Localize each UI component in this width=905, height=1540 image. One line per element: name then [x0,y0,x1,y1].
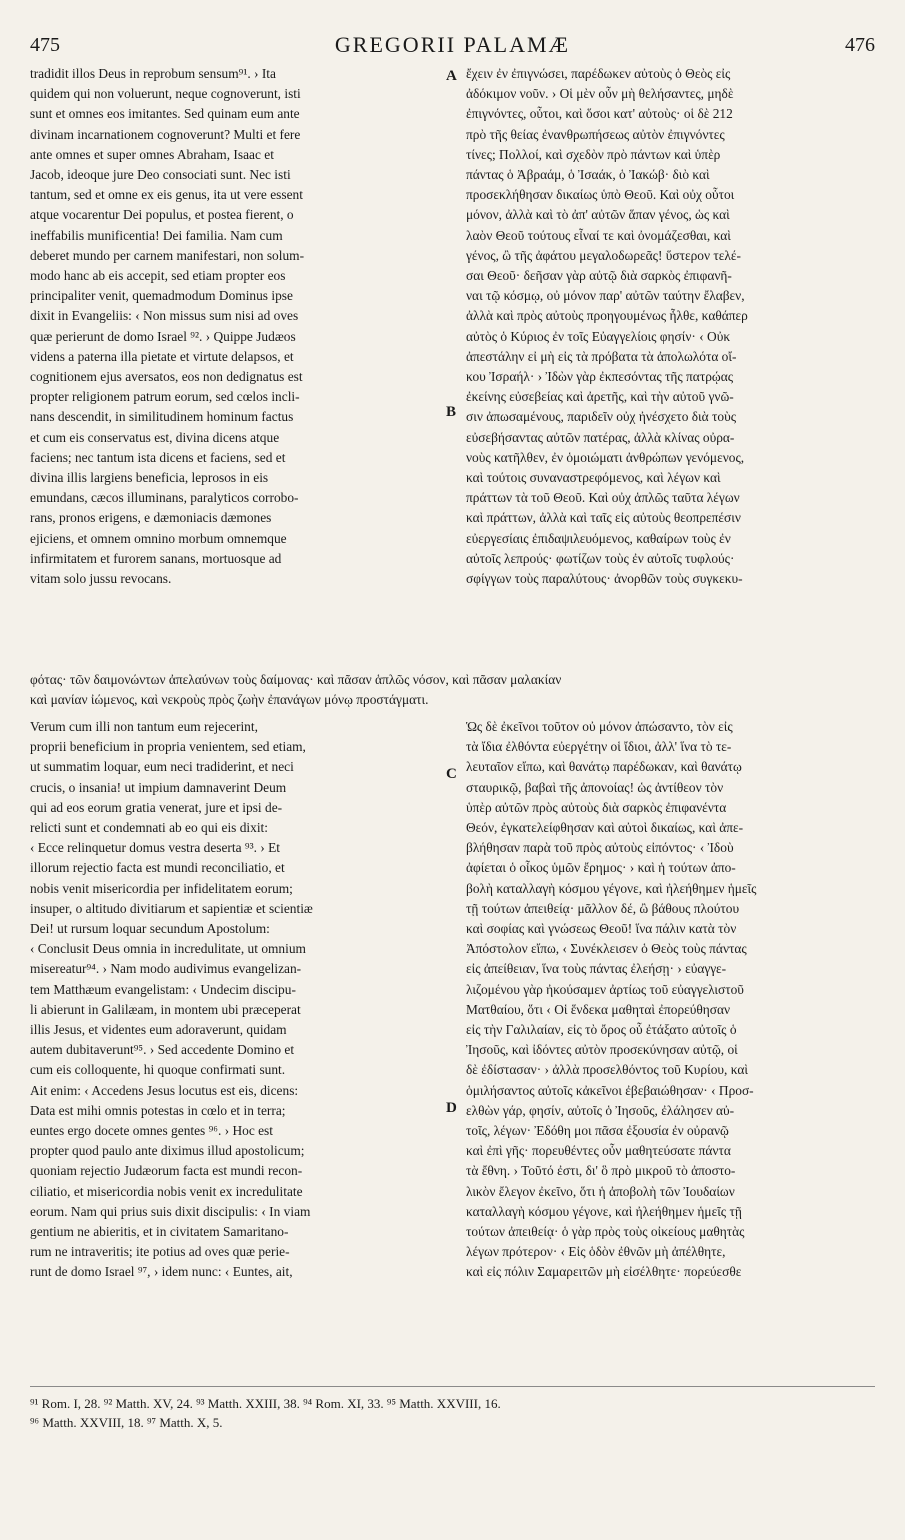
greek-text-line: τὰ ἔθνη. › Τοῦτό ἐστι, δι' ὃ πρὸ μικροῦ τὸ ἀποστο- [466,1163,736,1179]
greek-text-line: εὐεργεσίαις ἐπιδαψιλευόμενος, καθαίρων τοὺς ἐν [466,530,731,546]
latin-text-line: divinam incarnationem cognoverunt? Multi et fere [30,126,301,142]
greek-text-line: σταυρικῷ, βαβαὶ τῆς ἀπονοίας! ὡς ἀντίθεον τὸν [466,779,724,795]
latin-text-line: rans, pronos erigens, e dæmoniacis dæmones [30,510,272,526]
greek-text-line: βολὴ καταλλαγὴ κόσμου γέγονε, καὶ ἠλεήθημεν ἡμεῖς [466,880,757,896]
latin-text-line: Jacob, ideoque jure Deo consociati sunt. Nec isti [30,167,291,183]
greek-text-line: νοὺς κατῆλθεν, ἐν ὁμοιώματι ἀνθρώπων γενόμενος, [466,449,745,465]
greek-text-line: πάντας ὁ Ἀβραάμ, ὁ Ἰσαάκ, ὁ Ἰακώβ· διὸ καὶ [466,167,710,183]
greek-column-bottom [466,717,874,1369]
latin-text-line: propter religionem patrum eorum, sed cœlos incli- [30,389,300,405]
greek-text-line: καὶ σοφίας καὶ γνώσεως Θεοῦ! ἵνα πάλιν κατὰ τὸν [466,921,737,937]
greek-text-line: τίνες; Πολλοί, καὶ σχεδὸν πρὸ πάντων καὶ ὑπὲρ [466,146,721,162]
latin-text-line: cognitionem ejus aversatos, eos non dedignatus est [30,369,303,385]
footnotes [30,1394,875,1434]
greek-text-line: ἐπιγνόντες, οὗτοι, καὶ ὅσοι κατ' αὐτοὺς· οἱ δὲ 212 [466,106,733,122]
greek-text-line: βλήθησαν παρὰ τοῦ πρὸς αὐτοὺς εἰπόντος· ‹ Ἰδοὺ [466,840,734,856]
greek-text-line: αὐτοῖς λεπρούς· φωτίζων τοὺς ἐν αὐτοῖς τυφλούς· [466,550,735,566]
greek-text-line: τὰ ἴδια ἐλθόντα εὐεργέτην οἱ ἴδιοι, ἀλλ' ἵνα τὸ τε- [466,739,732,755]
greek-text-line: αὐτὸς ὁ Κύριος ἐν τοῖς Εὐαγγελίοις φησίν· ‹ Οὐκ [466,328,731,344]
greek-text-line: Θεόν, ἐγκατελείφθησαν καὶ αὐτοὶ δικαίως, καὶ ἀπε- [466,820,744,836]
latin-text-line: faciens; nec tantum ista dicens et faciens, sed et [30,449,286,465]
latin-text-line: divina illis largiens beneficia, leprosos in eis [30,470,269,486]
latin-text-line: illorum rejectio facta est mundi reconciliatio, et [30,860,285,876]
latin-text-line: ejiciens, et omnem omnino morbum omnemque [30,530,287,546]
latin-text-line: tantum, sed et omne ex eis genus, ita ut vere essent [30,187,303,203]
greek-text-line: προσεκλήθησαν δικαίως ὑπὸ Θεοῦ. Καὶ οὐχ οὗτοι [466,187,735,203]
latin-text-line: propter quod paulo ante diximus illud apostolicum; [30,1143,305,1159]
latin-text-line: Dei! ut rursum loquar secundum Apostolum: [30,921,270,937]
greek-text-line: ἀφίεται ὁ οἶκος ὑμῶν ἔρημος· › καὶ ἡ τούτων ἀπο- [466,860,736,876]
footnote-line: ⁹¹ Rom. I, 28. ⁹² Matth. XV, 24. ⁹³ Matth. XXIII, 38. ⁹⁴ Rom. XI, 33. ⁹⁵ Matth. XXVIII, 16. [30,1396,501,1411]
latin-text-line: misereatur⁹⁴. › Nam modo audivimus evangelizan- [30,961,302,977]
greek-text-line: κου Ἰσραήλ· › Ἰδὼν γὰρ ἐκπεσόντας τῆς πατρῴας [466,369,734,385]
latin-text-line: Ait enim: ‹ Accedens Jesus locutus est eis, dicens: [30,1082,299,1098]
greek-text-line: Ἀπόστολον εἴπω, ‹ Συνέκλεισεν ὁ Θεὸς τοὺς πάντας [466,941,747,957]
latin-text-line: quidem qui non voluerunt, neque cognoverunt, isti [30,86,301,102]
greek-text-line: εἰς τὴν Γαλιλαίαν, εἰς τὸ ὄρος οὗ ἐτάξατο αὐτοῖς ὁ [466,1022,737,1038]
latin-text-line: ciliatio, et misericordia nobis venit ex incredulitate [30,1183,303,1199]
latin-text-line: dixit in Evangeliis: ‹ Non missus sum nisi ad oves [30,308,299,324]
greek-text-line: καὶ εἰς πόλιν Σαμαρειτῶν μὴ εἰσέλθητε· πορεύεσθε [466,1264,742,1280]
latin-text-line: Verum cum illi non tantum eum rejecerint, [30,719,258,734]
greek-text-line: καὶ τούτοις συναναστρεφόμενος, καὶ λέγων καὶ [466,470,721,486]
footnote-rule [30,1386,875,1387]
latin-text-line: illis Jesus, et videntes eum adoraverunt, quidam [30,1022,287,1038]
greek-text-line: λευταῖον εἴπω, καὶ θανάτῳ παρέδωκαν, καὶ θανάτῳ [466,759,742,775]
greek-text-line: λαὸν Θεοῦ τούτους εἶναί τε καὶ ὀνομάζεσθαι, καὶ [466,227,731,243]
margin-letter-c: C [446,766,457,782]
greek-text-line: ὁμιλήσαντος αὐτοῖς κἀκεῖνοι ἐβεβαιώθησαν· ‹ Προσ- [466,1082,754,1098]
greek-text-line: καταλλαγὴ κόσμου γέγονε, καὶ ἠλεήθημεν ἡμεῖς τῇ [466,1203,742,1219]
greek-column-top [466,64,874,676]
latin-text-line: crucis, o insania! ut impium damnaverint Deum [30,779,287,795]
full-width-text-line: καὶ μανίαν ἰώμενος, καὶ νεκροὺς πρὸς ζωὴν ἐπανάγων μόνῳ προστάγματι. [30,692,429,708]
page-number-right: 476 [845,34,875,56]
latin-text-line: quæ perierunt de domo Israel ⁹². › Quippe Judæos [30,328,296,344]
latin-text-line: tradidit illos Deus in reprobum sensum⁹¹. › Ita [30,66,276,81]
greek-text-line: ὑπὲρ αὐτῶν πρὸς αὐτοὺς διὰ σαρκὸς ἐπιφανέντα [466,799,727,815]
latin-text-line: ante omnes et super omnes Abraham, Isaac et [30,146,274,162]
greek-text-line: λικὸν ἔλεγον ἐκεῖνο, ὅτι ἡ ἀποβολὴ τῶν Ἰουδαίων [466,1183,735,1199]
greek-text-line: σφίγγων τοὺς παραλύτους· ἀνορθῶν τοὺς συγκεκυ- [466,571,743,587]
greek-text-line: καὶ ἐπὶ γῆς· πορευθέντες οὖν μαθητεύσατε πάντα [466,1143,731,1159]
latin-text-line: nans descendit, in similitudinem hominum factus [30,409,294,425]
greek-text-line: Ἰησοῦς, καὶ ἰδόντες αὐτὸν προσεκύνησαν αὐτῷ, οἱ [466,1042,738,1058]
greek-text-line: εὐσεβήσαντας αὐτῶν πατέρας, ἀλλὰ κλίνας οὐρα- [466,429,735,445]
latin-text-line: Data est mihi omnis potestas in cœlo et in terra; [30,1102,286,1118]
greek-text-line: λιζομένου γὰρ ἠκούσαμεν ἀρτίως τοῦ εὐαγγελιστοῦ [466,981,744,997]
latin-text-line: principaliter venit, quemadmodum Dominus ipse [30,288,293,304]
greek-text-line: ἀλλὰ καὶ πρὸς αὐτοὺς προηγουμένως ἦλθε, καθάπερ [466,308,748,324]
greek-text-line: σαι Θεοῦ· δεῆσαν γὰρ αὐτῷ διὰ σαρκὸς ἐπιφανῆ- [466,268,732,284]
latin-text-line: ut summatim loquar, eum neci tradiderint, et neci [30,759,294,775]
latin-text-line: et cum eis conservatus est, divina dicens atque [30,429,280,445]
latin-text-line: rum ne intraveritis; ite potius ad oves quæ perie- [30,1244,290,1260]
greek-text-line: δὲ ἐδίστασαν· › ἀλλὰ προσελθόντος τοῦ Κυρίου, καὶ [466,1062,748,1078]
latin-text-line: gentium ne abieritis, et in civitatem Samaritano- [30,1224,289,1240]
latin-text-line: atque vocarentur Dei populus, et postea fierent, o [30,207,294,223]
running-title: GREGORII PALAMÆ [334,32,571,57]
latin-text-line: autem dubitaverunt⁹⁵. › Sed accedente Domino et [30,1042,295,1058]
margin-letter-b: B [446,404,457,420]
page-header [30,30,875,64]
greek-text-line: τούτων ἀπειθείᾳ· ὁ γὰρ πρὸς τοὺς οἰκείους μαθητὰς [466,1224,745,1240]
latin-column-bottom [30,717,442,1369]
latin-text-line: euntes ergo docete omnes gentes ⁹⁶. › Hoc est [30,1123,273,1139]
latin-text-line: proprii beneficium in propria venientem, sed etiam, [30,739,306,755]
greek-text-line: πράττων τὰ τοῦ Θεοῦ. Καὶ οὐχ ἁπλῶς ταῦτα λέγων [466,490,740,506]
greek-text-line: τῇ τούτων ἀπειθείᾳ· μᾶλλον δέ, ὢ βάθους πλούτου [466,900,740,916]
latin-column-top [30,64,442,670]
greek-text-line: σιν ἀπωσαμένους, παριδεῖν οὐχ ἠνέσχετο διὰ τοὺς [466,409,737,425]
page-number-left: 475 [30,34,60,56]
greek-text-line: καὶ πράττων, ἀλλὰ καὶ ταῖς εἰς αὐτοὺς θεοπρεπέσιν [466,510,741,526]
margin-letter-a: A [446,68,457,84]
latin-text-line: li abierunt in Galilæam, in montem ubi præceperat [30,1001,301,1017]
greek-text-line: ἐκείνης εὐσεβείας καὶ ἀρετῆς, καὶ τὴν αὐτοῦ γνῶ- [466,389,734,405]
latin-text-line: deberet mundo per carnem manifestari, non solum- [30,247,305,263]
latin-text-line: emundans, cæcos illuminans, paralyticos corrobo- [30,490,299,506]
greek-text-line: Ματθαίου, ὅτι ‹ Οἱ ἕνδεκα μαθηταὶ ἐπορεύθησαν [466,1001,731,1017]
footnote-line: ⁹⁶ Matth. XXVIII, 18. ⁹⁷ Matth. X, 5. [30,1415,223,1430]
latin-text-line: modo hanc ab eis accepit, sed etiam propter eos [30,268,286,284]
greek-text-line: πρὸ τῆς θείας ἐνανθρωπήσεως αὐτὸν ἐπιγνόντες [466,126,725,142]
latin-text-line: insuper, o altitudo divitiarum et sapientiæ et scientiæ [30,900,313,916]
greek-text-line: τοῖς, λέγων· Ἐδόθη μοι πᾶσα ἐξουσία ἐν οὐρανῷ [466,1123,729,1139]
latin-text-line: ‹ Ecce relinquetur domus vestra deserta ⁹³. › Et [30,840,280,856]
greek-text-line: ἀπεστάλην εἰ μὴ εἰς τὰ πρόβατα τὰ ἀπολωλότα οἴ- [466,348,737,364]
latin-text-line: runt de domo Israel ⁹⁷, › idem nunc: ‹ Euntes, ait, [30,1264,293,1280]
latin-text-line: tem Matthæum evangelistam: ‹ Undecim discipu- [30,981,296,997]
greek-text-line: λέγων πρότερον· ‹ Εἰς ὁδὸν ἐθνῶν μὴ ἀπέλθητε, [466,1244,726,1260]
latin-text-line: videns a paterna illa pietate et virtute delapsos, et [30,348,294,364]
greek-text-line: ναι τῷ κόσμῳ, οὐ μόνον παρ' αὐτῶν ταύτην ἔλαβεν, [466,288,745,304]
greek-text-line: εἰς ἀπείθειαν, ἵνα τοὺς πάντας ἐλεήσῃ· › εὐαγγε- [466,961,727,977]
latin-text-line: eorum. Nam qui prius suis dixit discipulis: ‹ In viam [30,1203,311,1219]
full-width-greek-text [30,670,875,716]
full-width-text-line: φότας· τῶν δαιμονώντων ἀπελαύνων τοὺς δαίμονας· καὶ πᾶσαν ἁπλῶς νόσον, καὶ πᾶσαν μαλακίαν [30,672,562,687]
latin-text-line: qui ad eos eorum gratia venerat, jure et ipsi de- [30,799,283,815]
latin-text-line: quoniam rejectio Judæorum facta est mundi recon- [30,1163,303,1179]
latin-text-line: ‹ Conclusit Deus omnia in incredulitate, ut omnium [30,941,306,957]
latin-text-line: cum eis colloquente, hi quoque confirmati sunt. [30,1062,286,1078]
greek-text-line: μόνον, ἀλλὰ καὶ τὸ ἀπ' αὐτῶν ἅπαν γένος, ὡς καὶ [466,207,730,223]
greek-text-line: ἔχειν ἐν ἐπιγνώσει, παρέδωκεν αὐτοὺς ὁ Θεὸς εἰς [466,66,731,81]
greek-text-line: ελθὼν γάρ, φησίν, αὐτοῖς ὁ Ἰησοῦς, ἐλάλησεν αὐ- [466,1102,735,1118]
latin-text-line: infirmitatem et furorem sanans, mortuosque ad [30,550,282,566]
latin-text-line: vitam solo jussu revocans. [30,571,172,587]
margin-letter-d: D [446,1100,457,1116]
latin-text-line: sunt et omnes eos imitantes. Sed quinam eum ante [30,106,300,122]
latin-text-line: relicti sunt et condemnati ab eo qui eis dixit: [30,820,268,836]
latin-text-line: ineffabilis munificentia! Dei familia. Nam cum [30,227,283,243]
greek-text-line: γένος, ὢ τῆς ἀφάτου μεγαλοδωρεᾶς! ὕστερον τελέ- [466,247,741,263]
greek-text-line: ἀδόκιμον νοῦν. › Οἱ μὲν οὖν μὴ θελήσαντες, μηδὲ [466,86,734,102]
latin-text-line: nobis venit misericordia per infidelitatem eorum; [30,880,293,896]
greek-text-line: Ὡς δὲ ἐκεῖνοι τοῦτον οὐ μόνον ἀπώσαντο, τὸν εἰς [466,719,733,734]
